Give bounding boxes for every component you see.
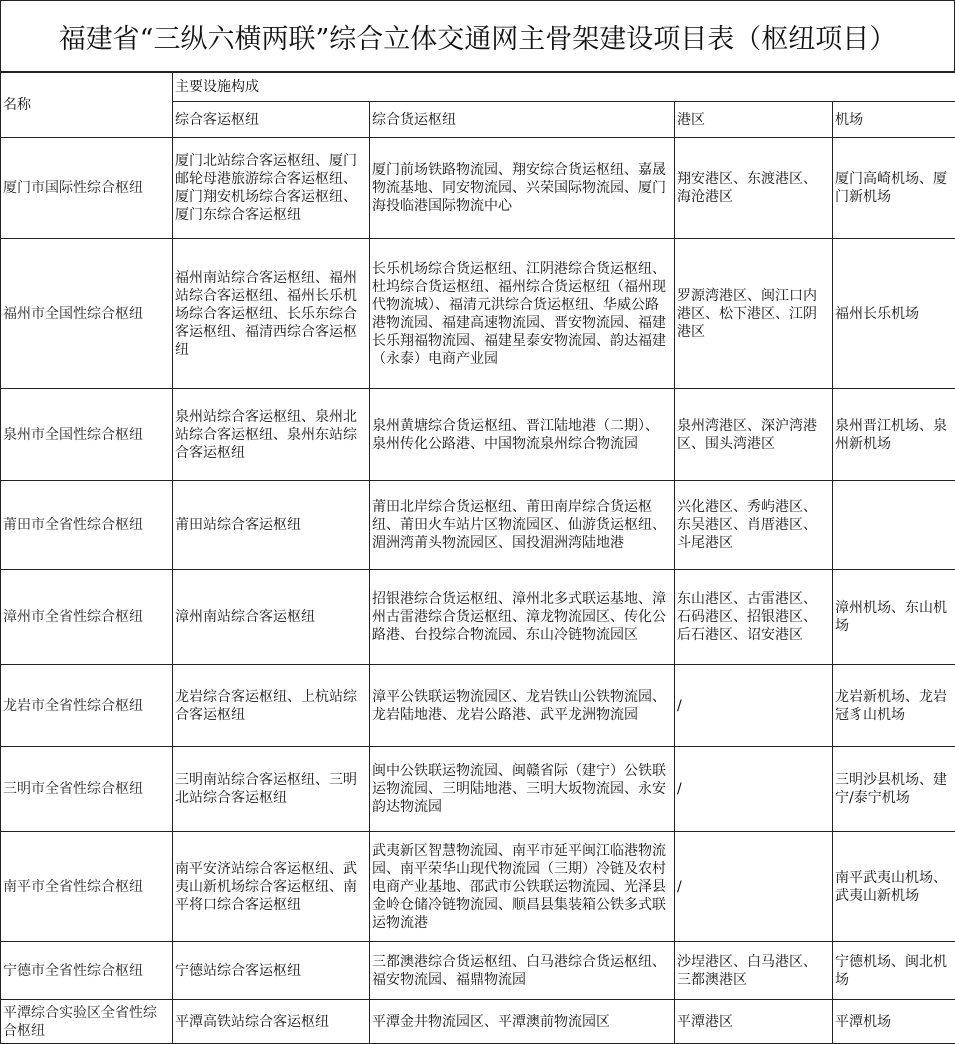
table-title: 福建省“三纵六横两联”综合立体交通网主骨架建设项目表（枢纽项目） (0, 0, 955, 72)
header-freight-hub: 综合货运枢纽 (370, 102, 675, 138)
freight-hubs: 招银港综合货运枢纽、漳州北多式联运基地、漳州古雷港综合货运枢纽、漳龙物流园区、传化公路港、台投综合物流园、东山冷链物流园区 (370, 570, 675, 665)
airports: 宁德机场、闽北机场 (833, 942, 955, 1000)
port-areas: 平潭港区 (675, 1000, 833, 1044)
passenger-hubs: 泉州站综合客运枢纽、泉州北站综合客运枢纽、泉州东站综合客运枢纽 (173, 389, 370, 481)
table-row (1, 481, 955, 570)
airports: 龙岩新机场、龙岩冠豸山机场 (833, 665, 955, 747)
passenger-hubs: 厦门北站综合客运枢纽、厦门邮轮母港旅游综合客运枢纽、厦门翔安机场综合客运枢纽、厦门东综合客运枢纽 (173, 138, 370, 239)
table-row (1, 832, 955, 942)
freight-hubs: 泉州黄塘综合货运枢纽、晋江陆地港（二期）、泉州传化公路港、中国物流泉州综合物流园 (370, 389, 675, 481)
passenger-hubs: 莆田站综合客运枢纽 (173, 481, 370, 570)
freight-hubs: 漳平公铁联运物流园区、龙岩铁山公铁物流园、龙岩陆地港、龙岩公路港、武平龙洲物流园 (370, 665, 675, 747)
header-row-top (1, 73, 955, 102)
passenger-hubs: 福州南站综合客运枢纽、福州站综合客运枢纽、福州长乐机场综合客运枢纽、长乐东综合客运枢纽、福清西综合客运枢纽 (173, 239, 370, 389)
airports: 泉州晋江机场、泉州新机场 (833, 389, 955, 481)
port-areas: 翔安港区、东渡港区、海沧港区 (675, 138, 833, 239)
port-areas: 东山港区、古雷港区、石码港区、招银港区、后石港区、诏安港区 (675, 570, 833, 665)
hub-name: 莆田市全省性综合枢纽 (1, 481, 173, 570)
header-main-facilities: 主要设施构成 (173, 73, 955, 102)
passenger-hubs: 三明南站综合客运枢纽、三明北站综合客运枢纽 (173, 747, 370, 832)
port-areas: 罗源湾港区、闽江口内港区、松下港区、江阴港区 (675, 239, 833, 389)
passenger-hubs: 漳州南站综合客运枢纽 (173, 570, 370, 665)
airports: 漳州机场、东山机场 (833, 570, 955, 665)
hub-name: 泉州市全国性综合枢纽 (1, 389, 173, 481)
passenger-hubs: 南平安济站综合客运枢纽、武夷山新机场综合客运枢纽、南平将口综合客运枢纽 (173, 832, 370, 942)
airports: 平潭机场 (833, 1000, 955, 1044)
port-areas: 沙埕港区、白马港区、三都澳港区 (675, 942, 833, 1000)
hub-name: 三明市全省性综合枢纽 (1, 747, 173, 832)
port-areas: 兴化港区、秀屿港区、东吴港区、肖厝港区、斗尾港区 (675, 481, 833, 570)
freight-hubs: 长乐机场综合货运枢纽、江阴港综合货运枢纽、杜坞综合货运枢纽、福州综合货运枢纽（福州现代物流城）、福清元洪综合货运枢纽、华威公路港物流园、福建高速物流园、晋安物流园、福建长乐翔福物流园、福建星泰安物流园、韵达福建（永泰）电商产业园 (370, 239, 675, 389)
table-row (1, 389, 955, 481)
table-row (1, 747, 955, 832)
freight-hubs: 莆田北岸综合货运枢纽、莆田南岸综合货运枢纽、莆田火车站片区物流园区、仙游货运枢纽、湄洲湾莆头物流园区、国投湄洲湾陆地港 (370, 481, 675, 570)
airports (833, 481, 955, 570)
header-airport: 机场 (833, 102, 955, 138)
hub-name: 厦门市国际性综合枢纽 (1, 138, 173, 239)
hub-project-table (0, 72, 955, 1044)
airports: 福州长乐机场 (833, 239, 955, 389)
passenger-hubs: 龙岩综合客运枢纽、上杭站综合客运枢纽 (173, 665, 370, 747)
hub-name: 平潭综合实验区全省性综合枢纽 (1, 1000, 173, 1044)
freight-hubs: 闽中公铁联运物流园、闽赣省际（建宁）公铁联运物流园、三明陆地港、三明大坂物流园、永安韵达物流园 (370, 747, 675, 832)
freight-hubs: 厦门前场铁路物流园、翔安综合货运枢纽、嘉晟物流基地、同安物流园、兴荣国际物流园、厦门海投临港国际物流中心 (370, 138, 675, 239)
passenger-hubs: 宁德站综合客运枢纽 (173, 942, 370, 1000)
table-row (1, 138, 955, 239)
freight-hubs: 武夷新区智慧物流园、南平市延平闽江临港物流园、南平荣华山现代物流园（三期）冷链及农村电商产业基地、邵武市公铁联运物流园、光泽县金岭仓储冷链物流园、顺昌县集装箱公铁多式联运物流港 (370, 832, 675, 942)
hub-name: 漳州市全省性综合枢纽 (1, 570, 173, 665)
table-row (1, 1000, 955, 1044)
airports: 厦门高崎机场、厦门新机场 (833, 138, 955, 239)
passenger-hubs: 平潭高铁站综合客运枢纽 (173, 1000, 370, 1044)
port-areas: / (675, 747, 833, 832)
hub-name: 龙岩市全省性综合枢纽 (1, 665, 173, 747)
port-areas: 泉州湾港区、深沪湾港区、围头湾港区 (675, 389, 833, 481)
header-passenger-hub: 综合客运枢纽 (173, 102, 370, 138)
header-port-area: 港区 (675, 102, 833, 138)
table-row (1, 942, 955, 1000)
freight-hubs: 平潭金井物流园区、平潭澳前物流园区 (370, 1000, 675, 1044)
hub-name: 宁德市全省性综合枢纽 (1, 942, 173, 1000)
airports: 三明沙县机场、建宁/泰宁机场 (833, 747, 955, 832)
port-areas: / (675, 832, 833, 942)
hub-name: 南平市全省性综合枢纽 (1, 832, 173, 942)
freight-hubs: 三都澳港综合货运枢纽、白马港综合货运枢纽、福安物流园、福鼎物流园 (370, 942, 675, 1000)
table-row (1, 665, 955, 747)
table-row (1, 570, 955, 665)
airports: 南平武夷山机场、武夷山新机场 (833, 832, 955, 942)
port-areas: / (675, 665, 833, 747)
hub-name: 福州市全国性综合枢纽 (1, 239, 173, 389)
header-name: 名称 (1, 73, 173, 138)
table-row (1, 239, 955, 389)
